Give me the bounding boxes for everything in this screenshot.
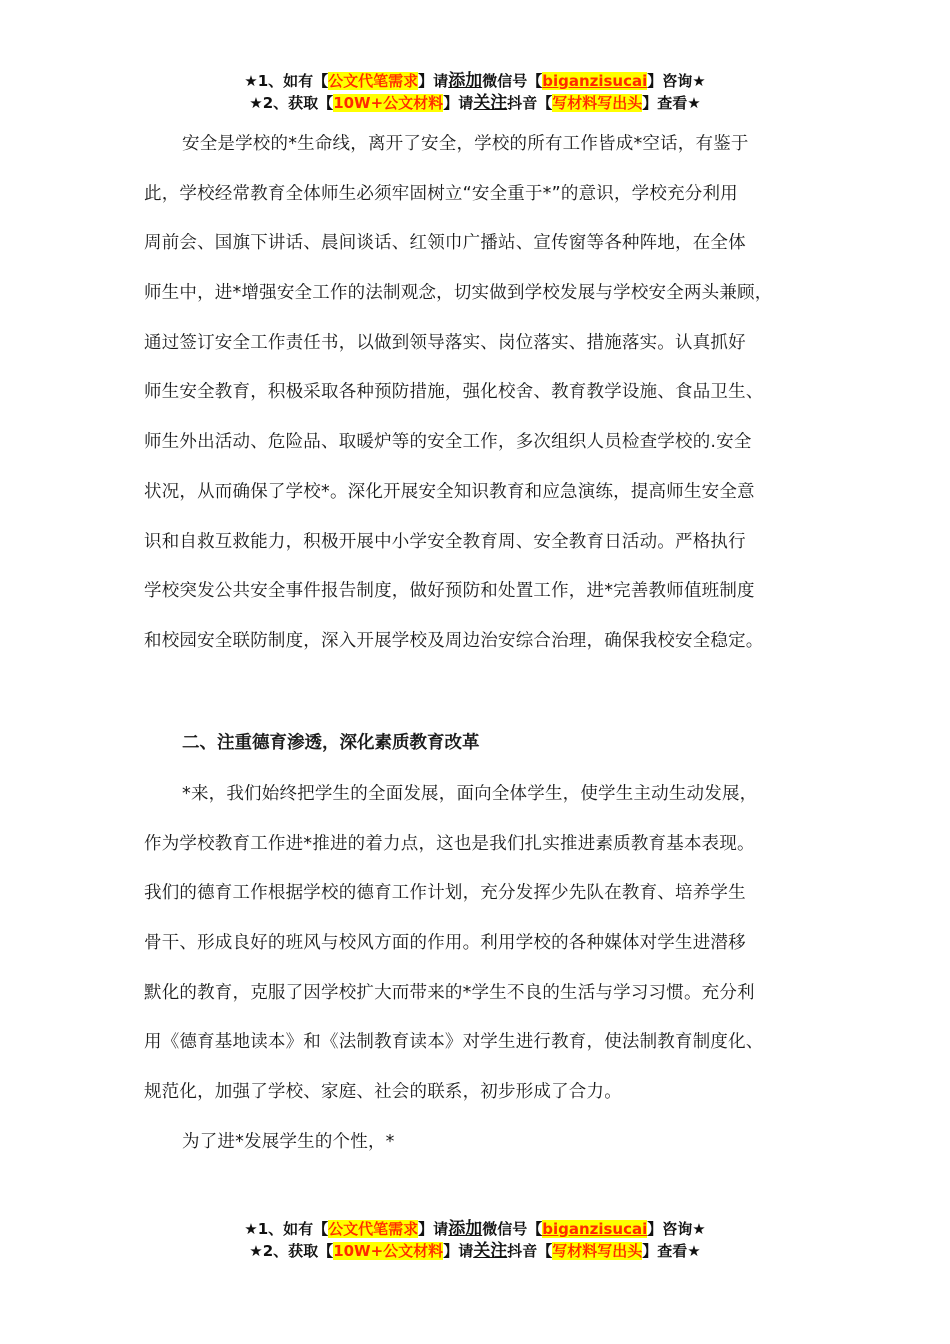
- banner-line-1: [0, 70, 950, 92]
- paragraph-safety: [144, 120, 824, 667]
- paragraph-line: 师生外出活动、危险品、取暖炉等的安全工作，多次组织人员检查学校的.安全: [144, 432, 752, 453]
- banner-text: ★1、如有【: [244, 1220, 329, 1238]
- banner-text: 】咨询★: [647, 1220, 706, 1238]
- service-highlight: 公文代笔需求: [328, 1220, 419, 1238]
- banner-text: 】请: [443, 94, 474, 112]
- bottom-banner: [0, 1218, 950, 1262]
- banner-line-2: [0, 92, 950, 114]
- banner-text: 】请: [418, 1220, 449, 1238]
- paragraph-line: 和校园安全联防制度，深入开展学校及周边治安综合治理，确保我校安全稳定。: [144, 630, 764, 651]
- banner-emphasis: 关注: [473, 1241, 508, 1261]
- banner-text: 微信号【: [482, 72, 543, 90]
- wechat-id-link[interactable]: biganzisucai: [542, 72, 648, 90]
- banner-line-2: [0, 1240, 950, 1262]
- banner-text: 】咨询★: [647, 72, 706, 90]
- banner-text: 】查看★: [642, 1242, 701, 1260]
- section-heading: 二、注重德育渗透，深化素质教育改革: [182, 733, 480, 753]
- paragraph-line: 作为学校教育工作进*推进的着力点，这也是我们扎实推进素质教育基本表现。: [144, 833, 755, 854]
- banner-text: 】请: [443, 1242, 474, 1260]
- paragraph-line: 骨干、形成良好的班风与校风方面的作用。利用学校的各种媒体对学生进潜移: [144, 933, 746, 954]
- banner-text: ★1、如有【: [244, 72, 329, 90]
- materials-highlight: 10W+公文材料: [333, 1242, 444, 1260]
- paragraph-line: 为了进*发展学生的个性，*: [182, 1131, 395, 1152]
- paragraph-line: 师生安全教育，积极采取各种预防措施，强化校舍、教育教学设施、食品卫生、: [144, 382, 764, 403]
- banner-emphasis: 添加: [448, 1219, 483, 1239]
- paragraph-line: 状况，从而确保了学校*。深化开展安全知识教育和应急演练，提高师生安全意: [144, 481, 755, 502]
- paragraph-line: 默化的教育，克服了因学校扩大而带来的*学生不良的生活与学习习惯。充分利: [144, 982, 755, 1003]
- paragraph-moral-education: [144, 770, 824, 1168]
- paragraph-line: *来，我们始终把学生的全面发展，面向全体学生，使学生主动生动发展，: [182, 784, 758, 804]
- banner-text: 微信号【: [482, 1220, 543, 1238]
- paragraph-line: 通过签订安全工作责任书，以做到领导落实、岗位落实、措施落实。认真抓好: [144, 332, 746, 353]
- wechat-id-link[interactable]: biganzisucai: [542, 1220, 648, 1238]
- paragraph-line: 我们的德育工作根据学校的德育工作计划，充分发挥少先队在教育、培养学生: [144, 883, 746, 904]
- banner-line-1: [0, 1218, 950, 1240]
- paragraph-line: 用《德育基地读本》和《法制教育读本》对学生进行教育，使法制教育制度化、: [144, 1032, 764, 1053]
- paragraph-line: 安全是学校的*生命线，离开了安全，学校的所有工作皆成*空话，有鉴于: [182, 134, 749, 154]
- douyin-account-highlight: 写材料写出头: [552, 94, 643, 112]
- banner-text: ★2、获取【: [249, 94, 334, 112]
- service-highlight: 公文代笔需求: [328, 72, 419, 90]
- paragraph-line: 此，学校经常教育全体师生必须牢固树立“安全重于*”的意识，学校充分利用: [144, 183, 738, 204]
- banner-emphasis: 添加: [448, 71, 483, 91]
- paragraph-line: 学校突发公共安全事件报告制度，做好预防和处置工作，进*完善教师值班制度: [144, 581, 755, 602]
- banner-text: 】请: [418, 72, 449, 90]
- banner-emphasis: 关注: [473, 93, 508, 113]
- paragraph-line: 周前会、国旗下讲话、晨间谈话、红领巾广播站、宣传窗等各种阵地，在全体: [144, 233, 746, 254]
- paragraph-line: 规范化，加强了学校、家庭、社会的联系，初步形成了合力。: [144, 1082, 622, 1103]
- douyin-account-highlight: 写材料写出头: [552, 1242, 643, 1260]
- materials-highlight: 10W+公文材料: [333, 94, 444, 112]
- banner-text: 】查看★: [642, 94, 701, 112]
- top-banner: [0, 70, 950, 114]
- paragraph-line: 识和自救互救能力，积极开展中小学安全教育周、安全教育日活动。严格执行: [144, 531, 746, 552]
- banner-text: 抖音【: [507, 94, 553, 112]
- paragraph-line: 师生中，进*增强安全工作的法制观念，切实做到学校发展与学校安全两头兼顾，: [144, 283, 773, 304]
- banner-text: ★2、获取【: [249, 1242, 334, 1260]
- banner-text: 抖音【: [507, 1242, 553, 1260]
